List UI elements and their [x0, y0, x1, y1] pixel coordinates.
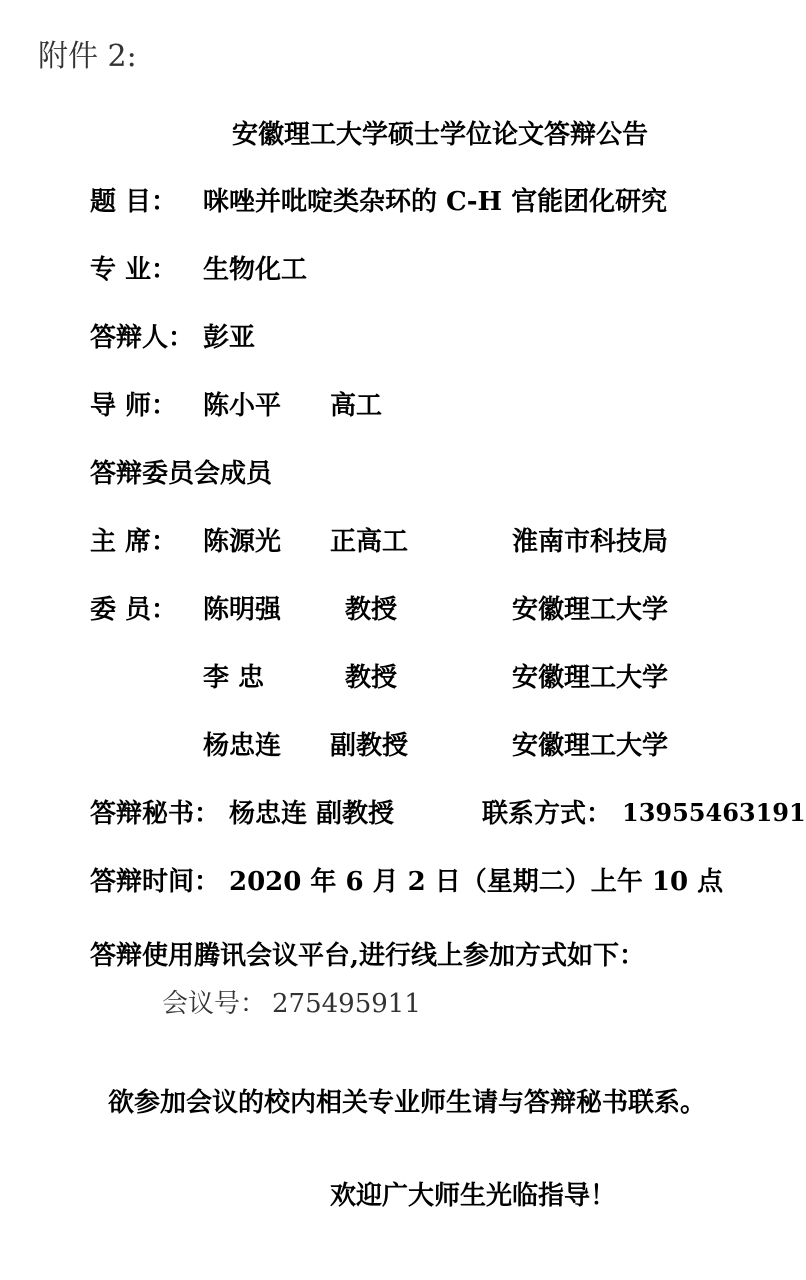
notice-text: 欲参加会议的校内相关专业师生请与答辩秘书联系。 [108, 1088, 707, 1118]
member-title: 副教授 [330, 731, 409, 761]
attachment-label: 附件 2: [38, 39, 137, 74]
member-name: 李 忠 [203, 663, 265, 693]
platform-text: 答辩使用腾讯会议平台,进行线上参加方式如下： [90, 941, 646, 971]
defender-name: 彭亚 [203, 323, 256, 353]
members-label: 委 员： [90, 595, 178, 625]
member-name: 陈明强 [203, 595, 282, 625]
member-title: 教授 [345, 663, 398, 693]
meeting-number: 275495911 [272, 989, 421, 1019]
meeting-label: 会议号： [162, 989, 267, 1019]
secretary-label: 答辩秘书： [90, 799, 221, 829]
member-org: 安徽理工大学 [512, 595, 669, 625]
chair-name: 陈源光 [203, 527, 282, 557]
major-value: 生物化工 [203, 255, 308, 285]
advisor-label: 导 师： [90, 391, 178, 421]
committee-heading: 答辩委员会成员 [90, 459, 273, 489]
advisor-name: 陈小平 [203, 391, 282, 421]
defense-time: 2020 年 6 月 2 日（星期二）上午 10 点 [229, 867, 724, 897]
topic-label: 题 目： [90, 187, 178, 217]
advisor-title: 高工 [330, 391, 383, 421]
member-org: 安徽理工大学 [512, 663, 669, 693]
defender-label: 答辩人： [90, 323, 195, 353]
member-org: 安徽理工大学 [512, 731, 669, 761]
topic-value: 咪唑并吡啶类杂环的 C-H 官能团化研究 [203, 187, 668, 217]
chair-title: 正高工 [330, 527, 409, 557]
time-label: 答辩时间： [90, 867, 221, 897]
contact-phone: 13955463191 [622, 798, 806, 827]
welcome-text: 欢迎广大师生光临指导！ [330, 1181, 617, 1211]
chair-org: 淮南市科技局 [512, 527, 669, 557]
contact-label: 联系方式： [482, 799, 613, 829]
page-title: 安徽理工大学硕士学位论文答辩公告 [232, 120, 649, 150]
chair-label: 主 席： [90, 527, 178, 557]
major-label: 专 业： [90, 255, 178, 285]
member-title: 教授 [345, 595, 398, 625]
member-name: 杨忠连 [203, 731, 282, 761]
secretary-name: 杨忠连 副教授 [229, 799, 395, 829]
